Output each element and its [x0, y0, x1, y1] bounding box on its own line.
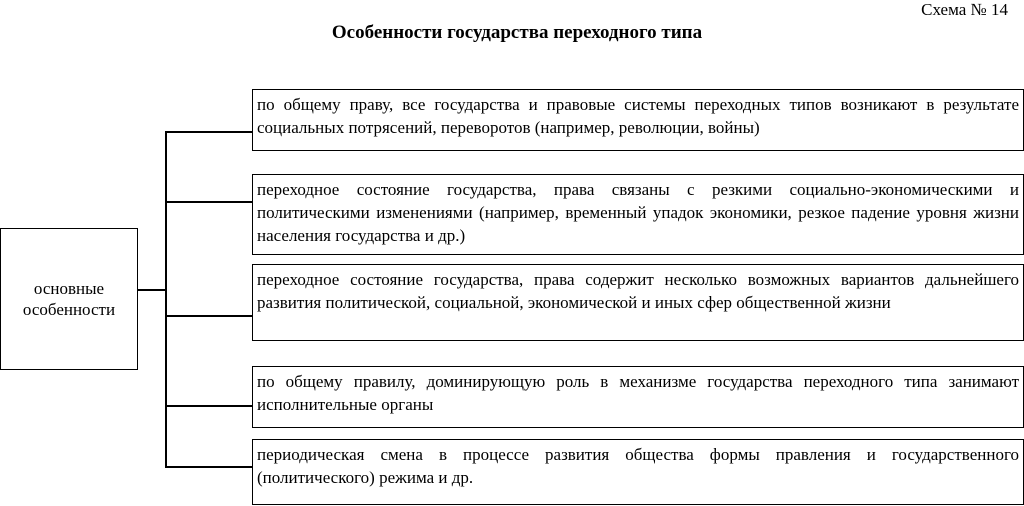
connector-branch-3 [165, 315, 253, 317]
connector-trunk [165, 131, 167, 467]
feature-box-1 [252, 89, 1024, 151]
feature-text-3: переходное состояние государства, права содержит несколько возможных вариантов дальнейшего развития политической, социальной, экономической и иных сфер общественной жизни [257, 270, 1019, 312]
diagram-title: Особенности государства переходного типа [331, 22, 703, 43]
connector-branch-5 [165, 466, 253, 468]
feature-text-4: по общему правилу, доминирующую роль в механизме государства переходного типа занимают исполнительные органы [257, 372, 1019, 414]
feature-text-2: переходное состояние государства, права связаны с резкими социально-экономическими и политическими изменениями (например, временный упадок экономики, резкое падение уровня жизни населения государства и др.) [257, 180, 1019, 245]
connector-branch-4 [165, 405, 253, 407]
connector-branch-1 [165, 131, 253, 133]
feature-box-3 [252, 264, 1024, 341]
root-label-line1: основные [33, 279, 105, 298]
scheme-label: Схема № 14 [921, 0, 1008, 19]
root-label-line2: особенности [22, 300, 116, 319]
feature-text-5: периодическая смена в процессе развития общества формы правления и государственного (политического) режима и др. [257, 445, 1019, 487]
feature-text-1: по общему праву, все государства и правовые системы переходных типов возникают в результате социальных потрясений, переворотов (например, революции, войны) [257, 95, 1019, 137]
connector-root [138, 289, 166, 291]
feature-box-4 [252, 366, 1024, 428]
feature-box-5 [252, 439, 1024, 505]
root-box [0, 228, 138, 370]
feature-box-2 [252, 174, 1024, 255]
connector-branch-2 [165, 201, 253, 203]
